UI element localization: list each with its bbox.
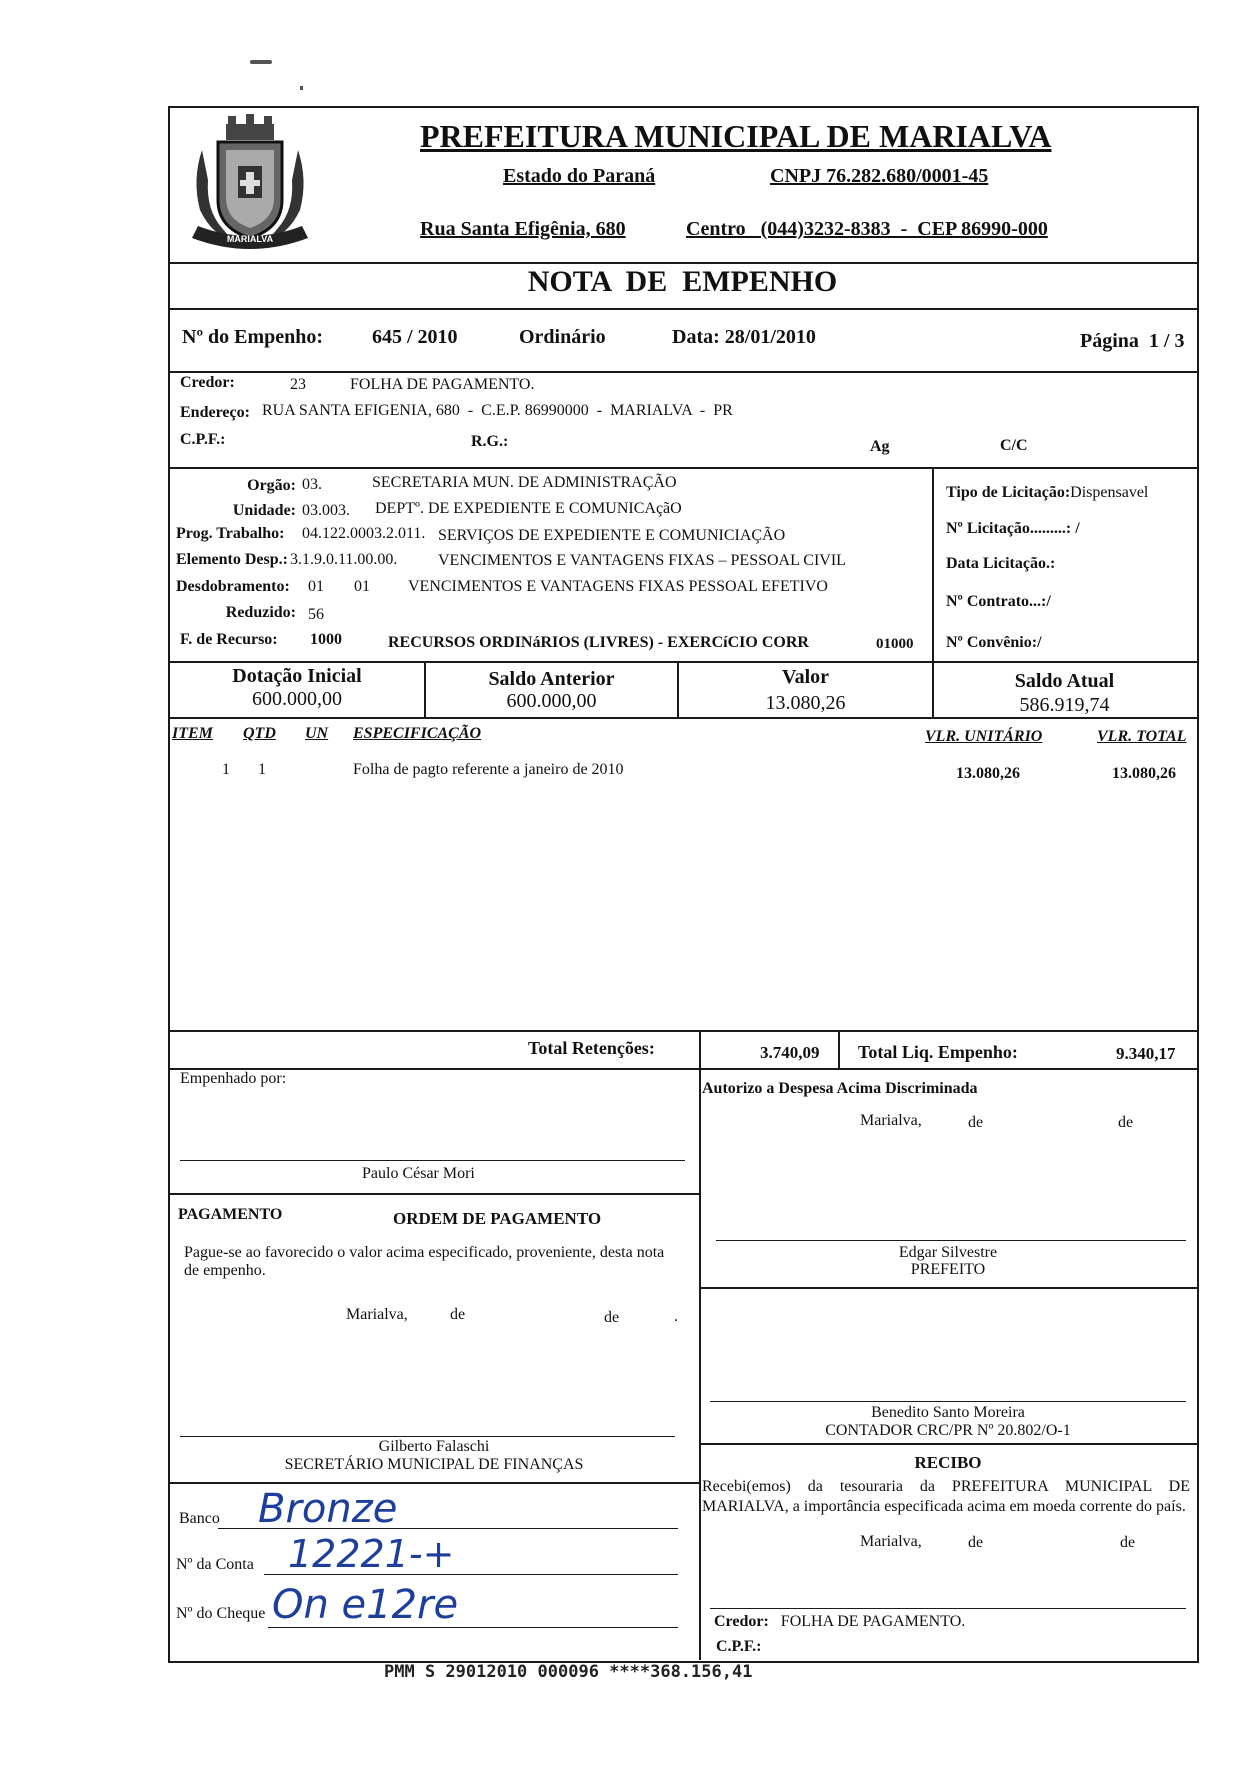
elemento-label: Elemento Desp.: bbox=[176, 551, 288, 568]
divider bbox=[168, 1030, 1197, 1032]
recibo-city: Marialva, bbox=[860, 1533, 922, 1550]
licitacao-number: Nº Licitação.........: / bbox=[946, 520, 1080, 537]
recibo-credor-label: Credor: bbox=[714, 1613, 769, 1630]
unidade-code: 03.003. bbox=[302, 502, 350, 519]
scan-mark bbox=[250, 60, 272, 64]
cpf-label: C.P.F.: bbox=[180, 431, 226, 448]
prog-label: Prog. Trabalho: bbox=[176, 525, 285, 542]
unidade-label: Unidade: bbox=[232, 502, 296, 519]
recibo-cpf-label: C.P.F.: bbox=[716, 1638, 762, 1655]
pagamento-de1: de bbox=[450, 1306, 466, 1323]
autorizo-city: Marialva, bbox=[860, 1112, 922, 1129]
col-valor-total: VLR. TOTAL bbox=[1097, 728, 1187, 745]
divider bbox=[168, 1482, 699, 1484]
empenhado-por-name: Paulo César Mori bbox=[362, 1165, 475, 1182]
credor-code: 23 bbox=[290, 376, 306, 393]
empenho-number: 645 / 2010 bbox=[372, 326, 458, 348]
orgao-label: Orgão: bbox=[247, 477, 296, 494]
col-qtd: QTD bbox=[243, 725, 276, 742]
total-liquido-label: Total Liq. Empenho: bbox=[858, 1042, 1018, 1062]
credor-label: Credor: bbox=[180, 374, 235, 391]
reduzido-label: Reduzido: bbox=[225, 604, 296, 621]
divider bbox=[168, 467, 1197, 469]
orgao-code: 03. bbox=[302, 476, 322, 493]
contador-title: CONTADOR CRC/PR Nº 20.802/O-1 bbox=[825, 1422, 1071, 1439]
prog-code: 04.122.0003.2.011. bbox=[302, 525, 426, 542]
prefeito-title: PREFEITO bbox=[910, 1261, 986, 1278]
divider bbox=[932, 467, 934, 662]
conta-handwritten: 12221-+ bbox=[288, 1532, 455, 1576]
empenho-number-label: Nº do Empenho: bbox=[182, 326, 324, 348]
cheque-handwritten: On e12re bbox=[272, 1582, 459, 1628]
signature-line bbox=[180, 1436, 675, 1437]
divider bbox=[168, 661, 1197, 663]
elemento-desc: VENCIMENTOS E VANTAGENS FIXAS – PESSOAL CIVIL bbox=[438, 552, 846, 569]
desdobramento-desc: VENCIMENTOS E VANTAGENS FIXAS PESSOAL EFETIVO bbox=[408, 578, 828, 595]
cnpj-label: CNPJ 76.282.680/0001-45 bbox=[770, 165, 989, 187]
reduzido-value: 56 bbox=[308, 606, 324, 623]
street-address: Rua Santa Efigênia, 680 bbox=[420, 218, 626, 240]
prefeito-name: Edgar Silvestre bbox=[898, 1244, 998, 1261]
pagamento-city: Marialva, bbox=[346, 1306, 408, 1323]
endereco-value: RUA SANTA EFIGENIA, 680 - C.E.P. 86990000 - MARIALVA - PR bbox=[262, 402, 733, 419]
col-especificacao: ESPECIFICAÇÃO bbox=[353, 725, 482, 742]
licitacao-tipo-label: Tipo de Licitação: bbox=[946, 484, 1071, 501]
contador-name: Benedito Santo Moreira bbox=[871, 1404, 1025, 1421]
orgao-desc: SECRETARIA MUN. DE ADMINISTRAÇÃO bbox=[372, 474, 677, 491]
pagamento-text: Pague-se ao favorecido o valor acima especificado, proveniente, desta nota de empenho. bbox=[184, 1244, 665, 1279]
prog-desc: SERVIÇOS DE EXPEDIENTE E COMUNICIAÇÃO bbox=[438, 527, 786, 544]
contact-info: Centro (044)3232-8383 - CEP 86990-000 bbox=[686, 218, 1048, 240]
pagamento-label: PAGAMENTO bbox=[178, 1206, 283, 1223]
page-number: Página 1 / 3 bbox=[1080, 330, 1185, 352]
recurso-label: F. de Recurso: bbox=[180, 631, 278, 648]
divider bbox=[699, 1287, 1197, 1289]
divider bbox=[168, 1068, 1197, 1070]
recibo-credor bbox=[714, 1613, 965, 1631]
empenhado-por-label: Empenhado por: bbox=[180, 1070, 287, 1087]
col-item: ITEM bbox=[172, 725, 213, 742]
autorizo-text: Autorizo a Despesa Acima Discriminada bbox=[702, 1080, 978, 1097]
signature-line bbox=[710, 1608, 1186, 1609]
recurso-desc: RECURSOS ORDINáRIOS (LIVRES) - EXERCíCIO CORR bbox=[388, 634, 809, 651]
secretario-title: SECRETÁRIO MUNICIPAL DE FINANÇAS bbox=[284, 1456, 584, 1473]
conta-label: Nº da Conta bbox=[176, 1556, 254, 1573]
saldo-anterior-label: Saldo Anterior bbox=[488, 668, 615, 690]
cc-label: C/C bbox=[1000, 437, 1028, 454]
banco-label: Banco bbox=[179, 1510, 220, 1527]
document-title: NOTA DE EMPENHO bbox=[527, 265, 838, 298]
coat-of-arms-logo bbox=[182, 110, 318, 260]
divider bbox=[699, 1030, 701, 1660]
divider bbox=[168, 1193, 699, 1195]
elemento-code: 3.1.9.0.11.00.00. bbox=[290, 551, 398, 568]
empenho-type: Ordinário bbox=[519, 326, 606, 348]
dotacao-inicial-value: 600.000,00 bbox=[252, 688, 342, 710]
col-un: UN bbox=[305, 725, 329, 742]
licitacao-tipo bbox=[946, 484, 1148, 502]
divider bbox=[168, 717, 1197, 719]
pagamento-de2: de bbox=[604, 1309, 620, 1326]
valor-value: 13.080,26 bbox=[765, 692, 846, 714]
banco-handwritten: Bronze bbox=[258, 1486, 398, 1532]
divider bbox=[699, 1443, 1197, 1445]
recibo-title: RECIBO bbox=[914, 1453, 982, 1472]
row-total-value: 13.080,26 bbox=[1112, 765, 1176, 782]
total-liquido-value: 9.340,17 bbox=[1116, 1044, 1176, 1063]
saldo-anterior-value: 600.000,00 bbox=[506, 690, 597, 712]
desdobramento-sub: 01 bbox=[354, 578, 370, 595]
desdobramento-label: Desdobramento: bbox=[176, 578, 290, 595]
rg-label: R.G.: bbox=[471, 433, 509, 450]
convenio-number: Nº Convênio:/ bbox=[946, 634, 1042, 651]
dotacao-inicial-label: Dotação Inicial bbox=[232, 665, 362, 687]
contrato-number: Nº Contrato...:/ bbox=[946, 593, 1051, 610]
recibo-text: Recebi(emos) da tesouraria da PREFEITURA MUNICIPAL DE MARIALVA, a importância especificada acima em moeda corrente do país. bbox=[702, 1478, 1190, 1515]
row-unit-value: 13.080,26 bbox=[956, 765, 1020, 782]
divider bbox=[168, 371, 1197, 373]
autorizo-de2: de bbox=[1118, 1114, 1134, 1131]
secretario-name: Gilberto Falaschi bbox=[378, 1438, 490, 1455]
licitacao-tipo-value: Dispensavel bbox=[1070, 484, 1149, 501]
recibo-credor-value: FOLHA DE PAGAMENTO. bbox=[780, 1613, 966, 1630]
valor-label: Valor bbox=[781, 666, 830, 688]
row-qtd: 1 bbox=[258, 761, 266, 778]
endereco-label: Endereço: bbox=[180, 404, 250, 421]
machine-authentication-stamp: PMM S 29012010 000096 ****368.156,41 bbox=[384, 1662, 753, 1682]
recurso-code: 1000 bbox=[310, 631, 342, 648]
signature-line bbox=[710, 1401, 1186, 1402]
signature-line bbox=[716, 1240, 1186, 1241]
cheque-label: Nº do Cheque bbox=[176, 1605, 266, 1622]
row-item: 1 bbox=[222, 761, 230, 778]
ordem-pagamento-label: ORDEM DE PAGAMENTO bbox=[393, 1209, 602, 1228]
ag-label: Ag bbox=[870, 438, 890, 455]
recurso-code2: 01000 bbox=[876, 636, 914, 652]
divider bbox=[168, 262, 1197, 264]
autorizo-de1: de bbox=[968, 1114, 984, 1131]
svg-text:MARIALVA: MARIALVA bbox=[226, 234, 274, 244]
recibo-de1: de bbox=[968, 1534, 984, 1551]
licitacao-date: Data Licitação.: bbox=[946, 555, 1056, 572]
total-retencoes-label: Total Retenções: bbox=[528, 1038, 655, 1058]
saldo-atual-value: 586.919,74 bbox=[1019, 694, 1110, 716]
desdobramento-code: 01 bbox=[308, 578, 324, 595]
divider bbox=[168, 308, 1197, 310]
divider bbox=[838, 1030, 840, 1070]
row-description: Folha de pagto referente a janeiro de 2010 bbox=[353, 761, 624, 778]
unidade-desc: DEPTº. DE EXPEDIENTE E COMUNICAçãO bbox=[375, 500, 682, 517]
empenho-date: Data: 28/01/2010 bbox=[672, 326, 816, 348]
col-valor-unitario: VLR. UNITÁRIO bbox=[925, 728, 1043, 745]
scan-mark bbox=[300, 86, 303, 90]
state-label: Estado do Paraná bbox=[503, 165, 656, 187]
total-retencoes-value: 3.740,09 bbox=[760, 1043, 820, 1062]
recibo-de2: de bbox=[1120, 1534, 1136, 1551]
saldo-atual-label: Saldo Atual bbox=[1014, 670, 1115, 692]
municipality-title: PREFEITURA MUNICIPAL DE MARIALVA bbox=[420, 118, 1052, 154]
credor-name: FOLHA DE PAGAMENTO. bbox=[350, 376, 535, 393]
signature-line bbox=[180, 1160, 685, 1161]
pagamento-dot: . bbox=[674, 1308, 678, 1325]
